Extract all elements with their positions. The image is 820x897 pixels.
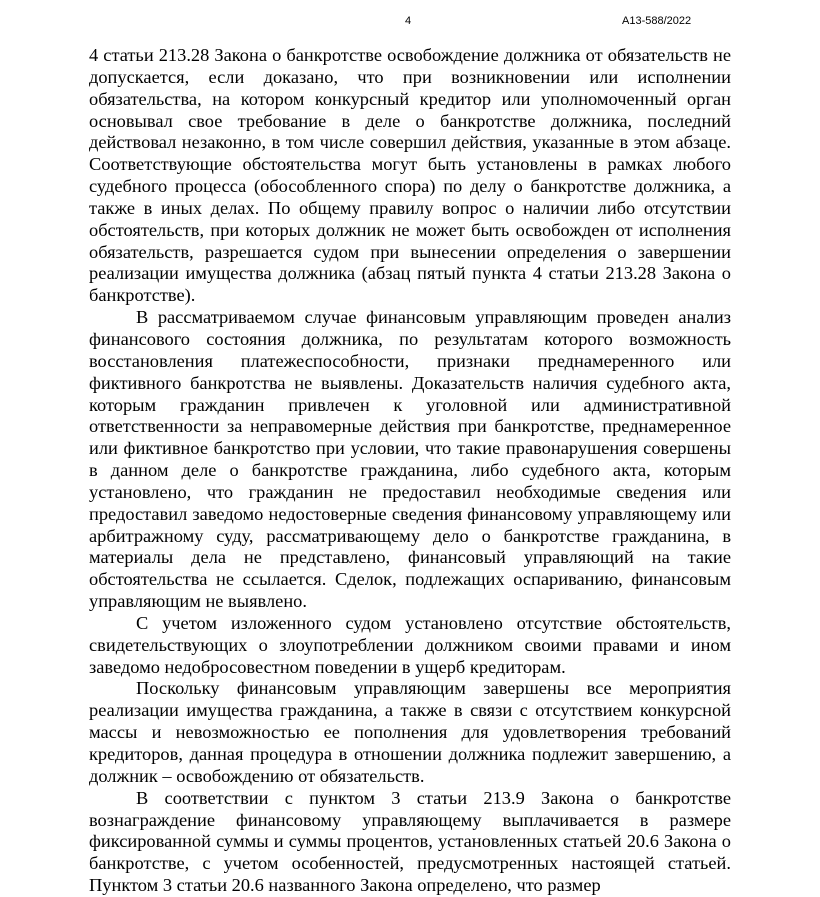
paragraph-completion: Поскольку финансовым управляющим завершены все мероприятия реализации имущества гражданина, а также в связи с отсутствием конкурсной массы и невозможностью ее пополнения для удовлетворения требований кредиторов, данная процедура в отношении должника подлежит завершению, а должник – освобождению от обязательств. bbox=[89, 678, 731, 786]
paragraph-analysis: В рассматриваемом случае финансовым управляющим проведен анализ финансового состояния должника, по результатам которого возможность восстановления платежеспособности, признаки преднамеренного или фиктивного банкротства не выявлены. Доказательств наличия судебного акта, которым гражданин привлечен к уголовной или административной ответственности за неправомерные действия при банкротстве, преднамеренное или фиктивное банкротство при условии, что такие правонарушения совершены в данном деле о банкротстве гражданина, либо судебного акта, которым установлено, что гражданин не предоставил необходимые сведения или предоставил заведомо недостоверные сведения финансовому управляющему или арбитражному суду, рассматривающему дело о банкротстве гражданина, в материалы дела не представлено, финансовый управляющий на такие обстоятельства не ссылается. Сделок, подлежащих оспариванию, финансовым управляющим не выявлено. bbox=[89, 307, 731, 612]
paragraph-conclusion: С учетом изложенного судом установлено отсутствие обстоятельств, свидетельствующих о злоупотреблении должником своими правами и ином заведомо недобросовестном поведении в ущерб кредиторам. bbox=[89, 612, 731, 677]
paragraph-continued: 4 статьи 213.28 Закона о банкротстве освобождение должника от обязательств не допускается, если доказано, что при возникновении или исполнении обязательства, на котором конкурсный кредитор или уполномоченный орган основывал свое требование в деле о банкротстве должника, последний действовал незаконно, в том числе совершил действия, указанные в этом абзаце. Соответствующие обстоятельства могут быть установлены в рамках любого судебного процесса (обособленного спора) по делу о банкротстве должника, а также в иных делах. По общему правилу вопрос о наличии либо отсутствии обстоятельств, при которых должник не может быть освобожден от исполнения обязательств, разрешается судом при вынесении определения о завершении реализации имущества должника (абзац пятый пункта 4 статьи 213.28 Закона о банкротстве). bbox=[89, 45, 731, 306]
page-number: 4 bbox=[404, 15, 412, 27]
document-body bbox=[89, 45, 731, 897]
paragraph-remuneration: В соответствии с пунктом 3 статьи 213.9 Закона о банкротстве вознаграждение финансовому управляющему выплачивается в размере фиксированной суммы и суммы процентов, установленных статьей 20.6 Закона о банкротстве, с учетом особенностей, предусмотренных настоящей статьей. Пунктом 3 статьи 20.6 названного Закона определено, что размер bbox=[89, 787, 731, 896]
case-number: А13-588/2022 bbox=[622, 15, 692, 27]
